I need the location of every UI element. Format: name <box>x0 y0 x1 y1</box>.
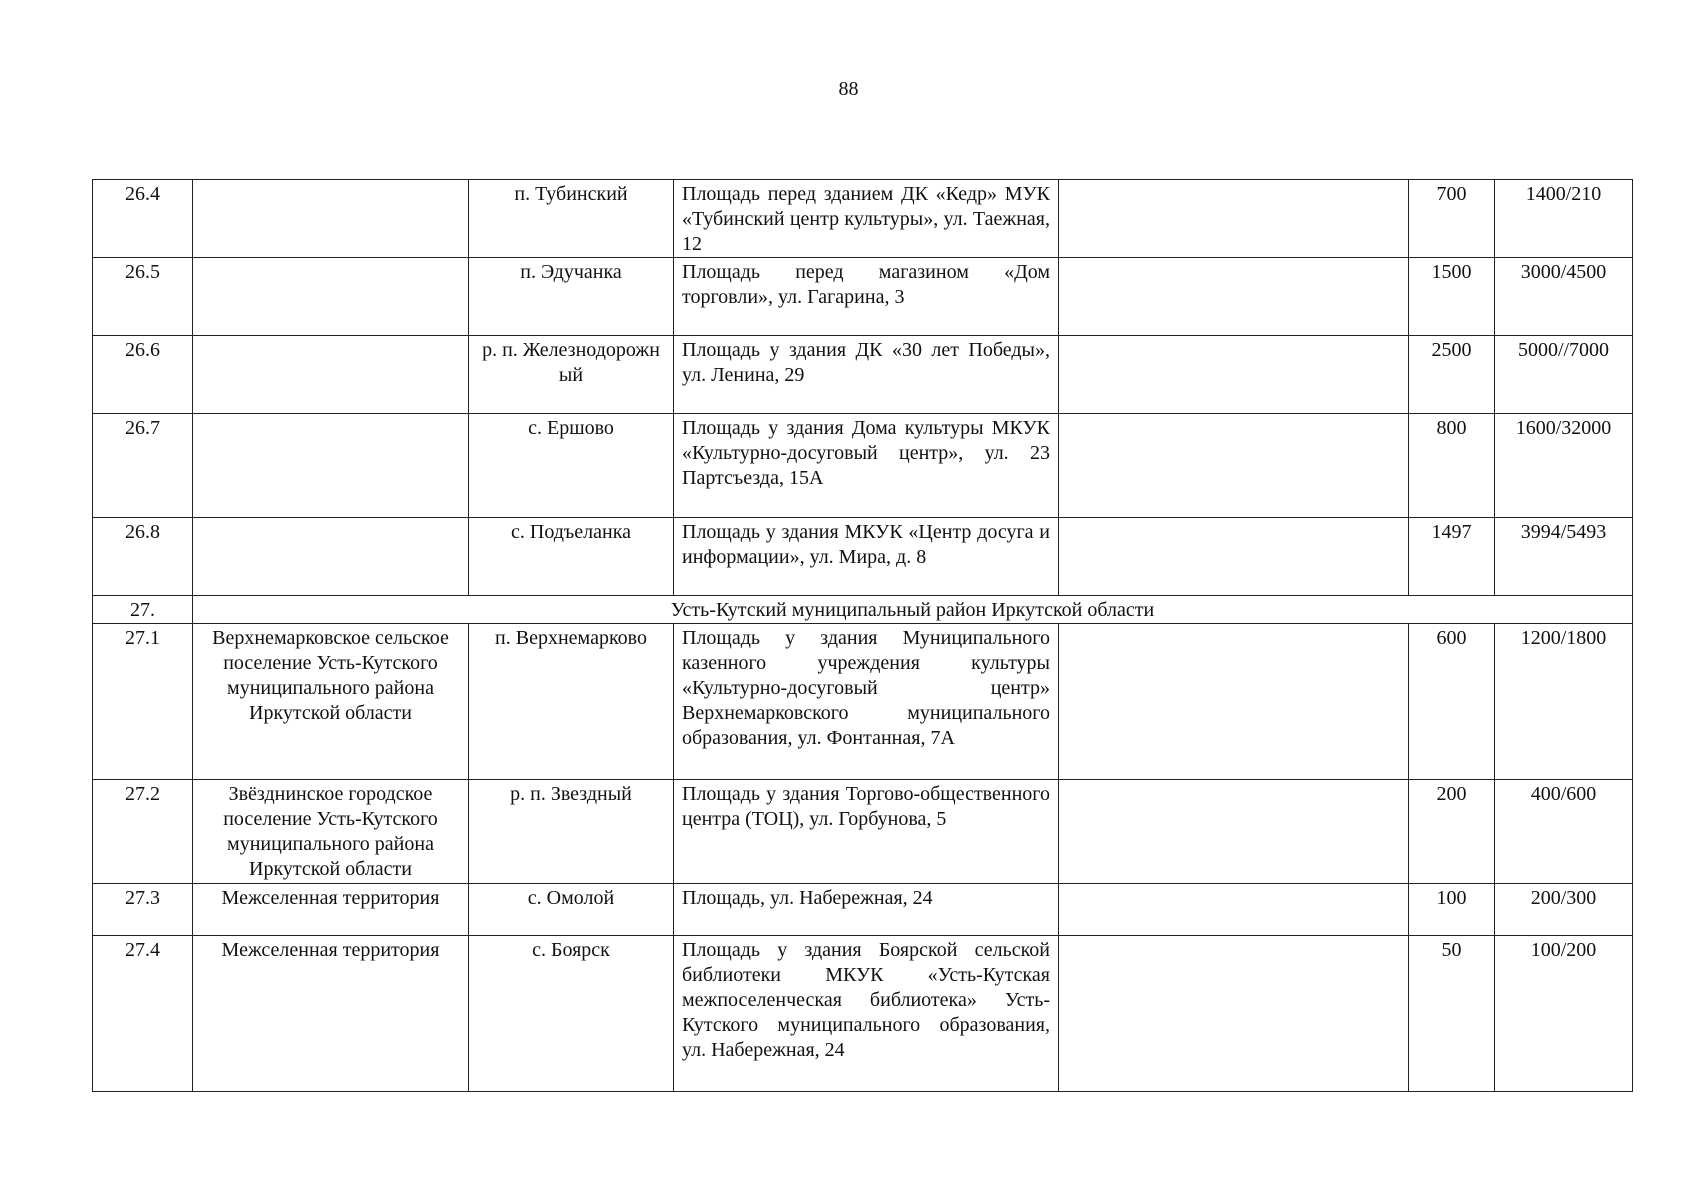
area-cell: 100 <box>1409 884 1495 936</box>
table-row <box>93 518 1633 596</box>
empty-cell <box>1059 780 1409 884</box>
row-number: 27.1 <box>93 624 193 780</box>
address-cell: Площадь у здания ДК «30 лет Победы», ул. Ленина, 29 <box>674 336 1059 414</box>
capacity-cell: 3994/5493 <box>1495 518 1633 596</box>
capacity-cell: 400/600 <box>1495 780 1633 884</box>
row-number: 26.7 <box>93 414 193 518</box>
address-cell: Площадь у здания Муниципального казенного учреждения культуры «Культурно-досуговый центр» Верхнемарковского муниципального образования, ул. Фонтанная, 7А <box>674 624 1059 780</box>
municipality-cell: Межселенная территория <box>193 936 469 1092</box>
capacity-cell: 3000/4500 <box>1495 258 1633 336</box>
municipality-cell <box>193 518 469 596</box>
row-number: 26.6 <box>93 336 193 414</box>
address-cell: Площадь перед зданием ДК «Кедр» МУК «Тубинский центр культуры», ул. Таежная, 12 <box>674 180 1059 258</box>
table-row <box>93 884 1633 936</box>
area-cell: 800 <box>1409 414 1495 518</box>
row-number: 26.8 <box>93 518 193 596</box>
address-cell: Площадь у здания Боярской сельской библиотеки МКУК «Усть-Кутская межпоселенческая библиотека» Усть-Кутского муниципального образования, ул. Набережная, 24 <box>674 936 1059 1092</box>
area-cell: 600 <box>1409 624 1495 780</box>
page-number: 88 <box>838 78 859 100</box>
table-row <box>93 780 1633 884</box>
capacity-cell: 1200/1800 <box>1495 624 1633 780</box>
capacity-cell: 5000//7000 <box>1495 336 1633 414</box>
address-cell: Площадь перед магазином «Дом торговли», ул. Гагарина, 3 <box>674 258 1059 336</box>
section-title: Усть-Кутский муниципальный район Иркутской области <box>193 596 1633 624</box>
area-cell: 2500 <box>1409 336 1495 414</box>
table-row <box>93 180 1633 258</box>
settlement-cell: с. Ершово <box>469 414 674 518</box>
row-number: 26.5 <box>93 258 193 336</box>
section-row <box>93 596 1633 624</box>
row-number: 27.3 <box>93 884 193 936</box>
area-cell: 1497 <box>1409 518 1495 596</box>
section-number: 27. <box>93 596 193 624</box>
row-number: 26.4 <box>93 180 193 258</box>
settlement-cell: п. Тубинский <box>469 180 674 258</box>
settlement-cell: с. Подъеланка <box>469 518 674 596</box>
settlement-cell: с. Омолой <box>469 884 674 936</box>
area-cell: 700 <box>1409 180 1495 258</box>
settlement-cell: п. Эдучанка <box>469 258 674 336</box>
municipality-cell <box>193 414 469 518</box>
table-row <box>93 336 1633 414</box>
area-cell: 1500 <box>1409 258 1495 336</box>
municipality-cell <box>193 258 469 336</box>
empty-cell <box>1059 884 1409 936</box>
capacity-cell: 1400/210 <box>1495 180 1633 258</box>
address-cell: Площадь у здания Дома культуры МКУК «Культурно-досуговый центр», ул. 23 Партсъезда, 15А <box>674 414 1059 518</box>
empty-cell <box>1059 518 1409 596</box>
capacity-cell: 200/300 <box>1495 884 1633 936</box>
area-cell: 200 <box>1409 780 1495 884</box>
table-row <box>93 258 1633 336</box>
address-cell: Площадь у здания Торгово-общественного центра (ТОЦ), ул. Горбунова, 5 <box>674 780 1059 884</box>
municipality-cell <box>193 336 469 414</box>
table-row <box>93 414 1633 518</box>
settlement-cell: п. Верхнемарково <box>469 624 674 780</box>
settlement-cell: р. п. Звездный <box>469 780 674 884</box>
capacity-cell: 1600/32000 <box>1495 414 1633 518</box>
municipality-cell <box>193 180 469 258</box>
table-row <box>93 624 1633 780</box>
empty-cell <box>1059 624 1409 780</box>
address-cell: Площадь, ул. Набережная, 24 <box>674 884 1059 936</box>
data-table <box>92 179 1633 1092</box>
municipality-cell: Звёзднинское городское поселение Усть-Кутского муниципального района Иркутской области <box>193 780 469 884</box>
address-cell: Площадь у здания МКУК «Центр досуга и информации», ул. Мира, д. 8 <box>674 518 1059 596</box>
table-row <box>93 936 1633 1092</box>
municipality-cell: Межселенная территория <box>193 884 469 936</box>
row-number: 27.4 <box>93 936 193 1092</box>
empty-cell <box>1059 258 1409 336</box>
empty-cell <box>1059 180 1409 258</box>
empty-cell <box>1059 336 1409 414</box>
municipality-cell: Верхнемарковское сельское поселение Усть-Кутского муниципального района Иркутской области <box>193 624 469 780</box>
empty-cell <box>1059 414 1409 518</box>
settlement-cell: р. п. Железнодорожный <box>469 336 674 414</box>
empty-cell <box>1059 936 1409 1092</box>
area-cell: 50 <box>1409 936 1495 1092</box>
row-number: 27.2 <box>93 780 193 884</box>
capacity-cell: 100/200 <box>1495 936 1633 1092</box>
settlement-cell: с. Боярск <box>469 936 674 1092</box>
